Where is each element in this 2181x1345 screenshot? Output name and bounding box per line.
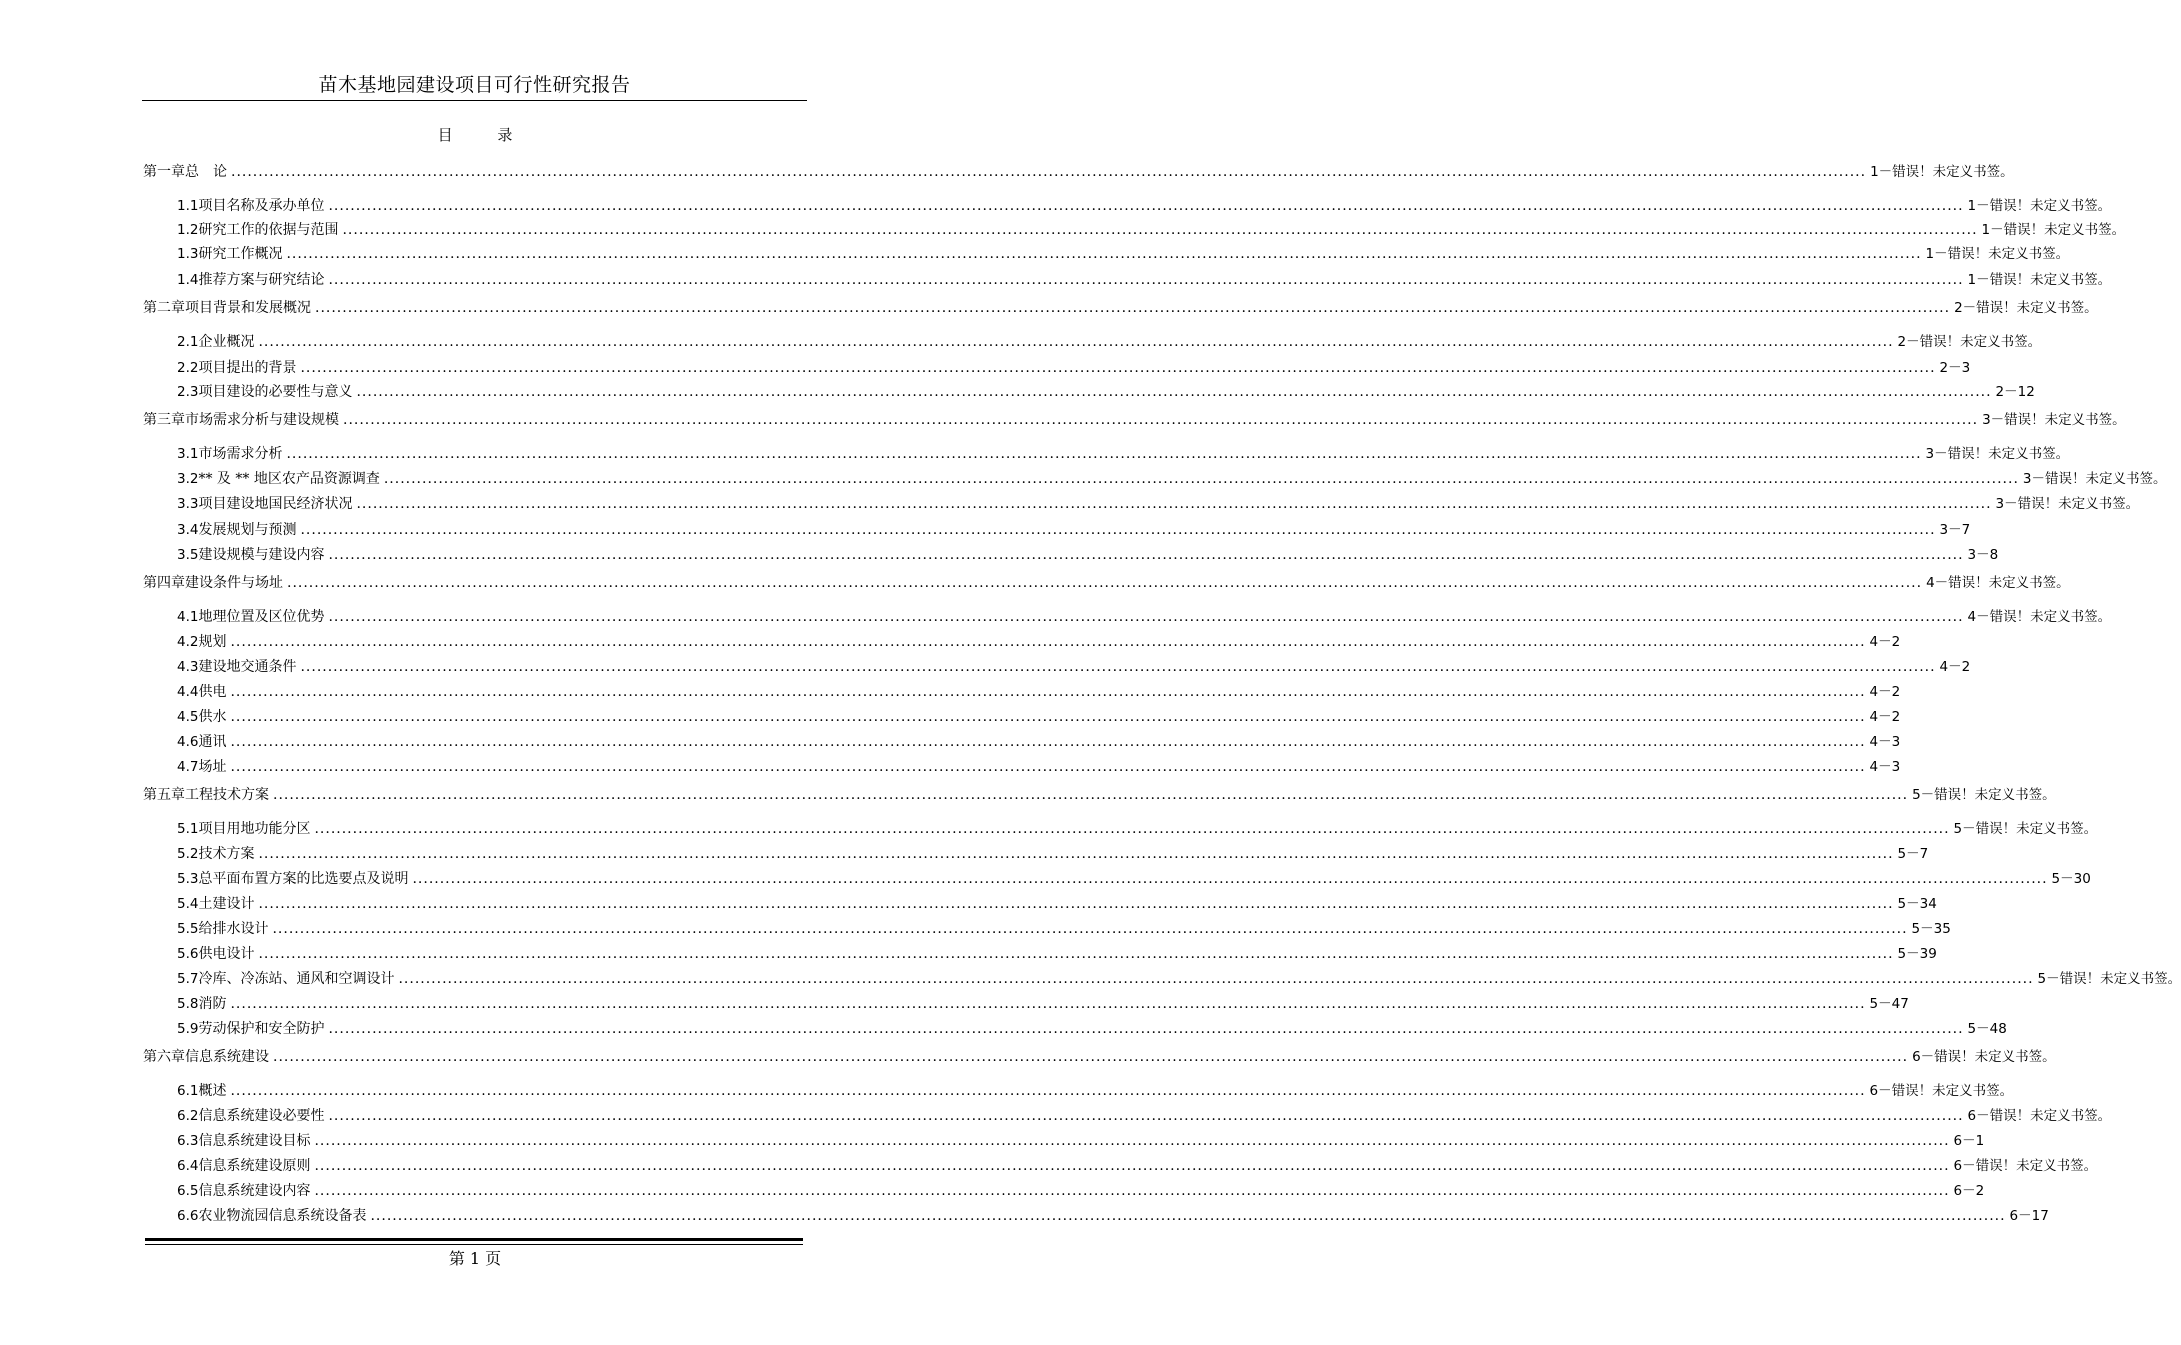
toc-section-entry[interactable] [177,469,2167,489]
toc-entry-number: 5.5 [177,921,199,937]
toc-entry-number: 4.2 [177,634,199,650]
toc-entry-number: 1.1 [177,198,199,214]
toc-dot-leader: ............................................................................................................................................................................................................................................................................................................ [342,222,1978,238]
toc-entry-page: 2－错误！未定义书签。 [1897,334,2042,350]
toc-dot-leader: ............................................................................................................................................................................................................................................................................................................ [230,1083,1866,1099]
toc-section-entry[interactable] [177,657,1971,677]
toc-entry-label: 总平面布置方案的比选要点及说明 [198,871,409,887]
toc-dot-leader: ............................................................................................................................................................................................................................................................................................................ [328,609,1964,625]
toc-entry-page: 5－错误！未定义书签。 [1912,787,2056,803]
toc-dot-leader: ............................................................................................................................................................................................................................................................................................................ [300,522,1936,538]
toc-section-entry[interactable] [177,969,2181,989]
toc-entry-label: 建设地交通条件 [198,659,297,675]
toc-section-entry[interactable] [177,545,1999,565]
toc-entry-page: 1－错误！未定义书签。 [1925,246,2070,262]
toc-section-entry[interactable] [177,894,1937,914]
toc-section-entry[interactable] [177,844,1929,864]
toc-entry-label: 信息系统建设目标 [198,1133,311,1149]
page-header-title: 苗木基地园建设项目可行性研究报告 [318,74,631,96]
toc-entry-label: 市场需求分析 [198,446,283,462]
toc-entry-page: 5－34 [1897,896,1937,912]
toc-entry-label: 发展规划与预测 [198,522,297,538]
toc-entry-label: 研究工作的依据与范围 [198,222,339,238]
toc-entry-page: 5－47 [1869,996,1909,1012]
toc-section-entry[interactable] [177,1081,2014,1101]
toc-dot-leader: ............................................................................................................................................................................................................................................................................................................ [398,971,2034,987]
toc-entry-page: 2－12 [1995,384,2035,400]
toc-entry-page: 3－7 [1939,522,1971,538]
toc-dot-leader: ............................................................................................................................................................................................................................................................................................................ [343,412,1979,428]
toc-dot-leader: ............................................................................................................................................................................................................................................................................................................ [287,575,1923,591]
toc-entry-number: 2.1 [177,334,199,350]
toc-entry-number: 第三章 [143,412,185,428]
toc-entry-page: 5－错误！未定义书签。 [2037,971,2181,987]
toc-entry-page: 1－错误！未定义书签。 [1981,222,2126,238]
toc-entry-page: 6－17 [2009,1208,2049,1224]
toc-entry-number: 第一章 [143,164,185,180]
toc-entry-label: 项目建设地国民经济状况 [198,496,353,512]
toc-dot-leader: ............................................................................................................................................................................................................................................................................................................ [328,272,1964,288]
toc-entry-label: 通讯 [198,734,227,750]
toc-entry-number: 4.7 [177,759,199,775]
toc-dot-leader: ............................................................................................................................................................................................................................................................................................................ [328,1108,1964,1124]
toc-entry-number: 6.4 [177,1158,199,1174]
toc-entry-page: 6－错误！未定义书签。 [1953,1158,2098,1174]
toc-dot-leader: ............................................................................................................................................................................................................................................................................................................ [272,921,1908,937]
toc-entry-number: 第五章 [143,787,185,803]
toc-entry-page: 4－2 [1869,634,1901,650]
toc-section-entry[interactable] [177,444,2070,464]
toc-entry-page: 4－3 [1869,734,1901,750]
toc-entry-label: 消防 [198,996,227,1012]
toc-entry-page: 1－错误！未定义书签。 [1870,164,2014,180]
toc-section-entry[interactable] [177,632,1901,652]
toc-entry-page: 1－错误！未定义书签。 [1967,198,2112,214]
toc-entry-label: 信息系统建设 [185,1049,269,1065]
toc-entry-number: 6.1 [177,1083,199,1099]
footer-divider-thick [145,1238,803,1241]
toc-entry-label: 供电 [198,684,227,700]
toc-chapter-entry[interactable] [143,1047,2056,1067]
toc-dot-leader: ............................................................................................................................................................................................................................................................................................................ [273,1049,1909,1065]
toc-entry-page: 1－错误！未定义书签。 [1967,272,2112,288]
toc-entry-page: 6－错误！未定义书签。 [1912,1049,2056,1065]
toc-section-entry[interactable] [177,220,2126,240]
toc-entry-label: 企业概况 [198,334,255,350]
toc-entry-number: 4.1 [177,609,199,625]
toc-entry-label: 总 论 [185,164,227,180]
toc-dot-leader: ............................................................................................................................................................................................................................................................................................................ [258,896,1894,912]
toc-entry-label: 项目建设的必要性与意义 [198,384,353,400]
toc-section-entry[interactable] [177,819,2098,839]
toc-section-entry[interactable] [177,332,2042,352]
toc-dot-leader: ............................................................................................................................................................................................................................................................................................................ [412,871,2048,887]
toc-dot-leader: ............................................................................................................................................................................................................................................................................................................ [370,1208,2006,1224]
toc-dot-leader: ............................................................................................................................................................................................................................................................................................................ [383,471,2019,487]
toc-entry-number: 5.1 [177,821,199,837]
toc-dot-leader: ............................................................................................................................................................................................................................................................................................................ [230,996,1866,1012]
toc-entry-number: 4.4 [177,684,199,700]
toc-entry-label: 规划 [198,634,227,650]
toc-dot-leader: ............................................................................................................................................................................................................................................................................................................ [230,759,1866,775]
toc-entry-page: 4－3 [1869,759,1901,775]
toc-entry-number: 4.3 [177,659,199,675]
toc-entry-page: 5－48 [1967,1021,2007,1037]
page-number: 第 1 页 [448,1249,502,1268]
toc-dot-leader: ............................................................................................................................................................................................................................................................................................................ [273,787,1909,803]
toc-entry-page: 5－30 [2051,871,2091,887]
toc-entry-page: 4－错误！未定义书签。 [1926,575,2070,591]
toc-entry-page: 4－错误！未定义书签。 [1967,609,2112,625]
toc-section-entry[interactable] [177,757,1901,777]
toc-dot-leader: ............................................................................................................................................................................................................................................................................................................ [314,821,1950,837]
toc-entry-number: 1.4 [177,272,199,288]
toc-entry-label: 项目用地功能分区 [198,821,311,837]
toc-dot-leader: ............................................................................................................................................................................................................................................................................................................ [300,360,1936,376]
toc-entry-number: 3.3 [177,496,199,512]
toc-entry-label: 信息系统建设必要性 [198,1108,325,1124]
toc-section-entry[interactable] [177,919,1951,939]
toc-chapter-entry[interactable] [143,573,2070,593]
toc-entry-label: 冷库、冷冻站、通风和空调设计 [198,971,395,987]
toc-section-entry[interactable] [177,732,1901,752]
toc-entry-label: 建设规模与建设内容 [198,547,325,563]
toc-entry-number: 6.2 [177,1108,199,1124]
toc-dot-leader: ............................................................................................................................................................................................................................................................................................................ [230,684,1866,700]
toc-entry-number: 5.9 [177,1021,199,1037]
toc-dot-leader: ............................................................................................................................................................................................................................................................................................................ [300,659,1936,675]
toc-entry-number: 第二章 [143,300,185,316]
toc-entry-label: 概述 [198,1083,227,1099]
toc-entry-number: 6.6 [177,1208,199,1224]
toc-section-entry[interactable] [177,682,1901,702]
toc-dot-leader: ............................................................................................................................................................................................................................................................................................................ [230,709,1866,725]
toc-entry-number: 5.7 [177,971,199,987]
toc-entry-page: 6－1 [1953,1133,1985,1149]
toc-entry-label: 技术方案 [198,846,255,862]
toc-entry-number: 5.2 [177,846,199,862]
toc-entry-label: 信息系统建设原则 [198,1158,311,1174]
toc-section-entry[interactable] [177,1131,1985,1151]
toc-entry-page: 5－7 [1897,846,1929,862]
toc-chapter-entry[interactable] [143,298,2098,318]
toc-entry-page: 6－错误！未定义书签。 [1869,1083,2014,1099]
toc-section-entry[interactable] [177,1156,2098,1176]
toc-entry-number: 3.2 [177,471,199,487]
toc-dot-leader: ............................................................................................................................................................................................................................................................................................................ [230,734,1866,750]
toc-entry-label: 给排水设计 [198,921,269,937]
toc-entry-page: 3－错误！未定义书签。 [1925,446,2070,462]
footer-divider-thin [145,1244,803,1245]
toc-dot-leader: ............................................................................................................................................................................................................................................................................................................ [230,634,1866,650]
toc-dot-leader: ............................................................................................................................................................................................................................................................................................................ [328,547,1964,563]
toc-entry-number: 4.6 [177,734,199,750]
toc-entry-number: 2.2 [177,360,199,376]
toc-section-entry[interactable] [177,520,1971,540]
toc-entry-label: 研究工作概况 [198,246,283,262]
toc-entry-number: 3.1 [177,446,199,462]
toc-section-entry[interactable] [177,944,1937,964]
toc-entry-number: 6.5 [177,1183,199,1199]
toc-section-entry[interactable] [177,869,2091,889]
toc-entry-number: 3.5 [177,547,199,563]
toc-dot-leader: ............................................................................................................................................................................................................................................................................................................ [314,1158,1950,1174]
toc-section-entry[interactable] [177,1019,2007,1039]
toc-entry-label: 供电设计 [198,946,255,962]
toc-section-entry[interactable] [177,1181,1985,1201]
toc-entry-page: 5－错误！未定义书签。 [1953,821,2098,837]
toc-dot-leader: ............................................................................................................................................................................................................................................................................................................ [258,846,1894,862]
toc-entry-label: 建设条件与场址 [185,575,283,591]
toc-dot-leader: ............................................................................................................................................................................................................................................................................................................ [286,246,1922,262]
toc-dot-leader: ............................................................................................................................................................................................................................................................................................................ [314,1133,1950,1149]
toc-dot-leader: ............................................................................................................................................................................................................................................................................................................ [258,946,1894,962]
toc-entry-label: 市场需求分析与建设规模 [185,412,339,428]
toc-section-entry[interactable] [177,196,2112,216]
toc-dot-leader: ............................................................................................................................................................................................................................................................................................................ [258,334,1894,350]
toc-entry-page: 5－35 [1911,921,1951,937]
toc-chapter-entry[interactable] [143,162,2014,182]
toc-entry-number: 1.2 [177,222,199,238]
toc-entry-number: 4.5 [177,709,199,725]
toc-entry-page: 3－错误！未定义书签。 [2022,471,2167,487]
toc-entry-page: 4－2 [1869,709,1901,725]
toc-entry-number: 5.6 [177,946,199,962]
toc-section-entry[interactable] [177,607,2112,627]
toc-entry-page: 4－2 [1869,684,1901,700]
toc-entry-number: 3.4 [177,522,199,538]
toc-entry-label: 农业物流园信息系统设备表 [198,1208,367,1224]
toc-entry-label: 信息系统建设内容 [198,1183,311,1199]
toc-section-entry[interactable] [177,494,2140,514]
toc-entry-label: 项目背景和发展概况 [185,300,311,316]
toc-entry-number: 6.3 [177,1133,199,1149]
toc-section-entry[interactable] [177,358,1971,378]
toc-entry-label: 劳动保护和安全防护 [198,1021,325,1037]
toc-entry-label: 地理位置及区位优势 [198,609,325,625]
toc-entry-page: 6－2 [1953,1183,1985,1199]
toc-section-entry[interactable] [177,382,2035,402]
toc-entry-page: 3－8 [1967,547,1999,563]
toc-dot-leader: ............................................................................................................................................................................................................................................................................................................ [315,300,1951,316]
toc-dot-leader: ............................................................................................................................................................................................................................................................................................................ [328,198,1964,214]
toc-entry-label: 项目名称及承办单位 [198,198,325,214]
toc-entry-label: 推荐方案与研究结论 [198,272,325,288]
toc-entry-number: 5.4 [177,896,199,912]
toc-entry-label: 场址 [198,759,227,775]
toc-dot-leader: ............................................................................................................................................................................................................................................................................................................ [231,164,1867,180]
toc-entry-label: ** 及 ** 地区农产品资源调查 [198,471,380,487]
toc-entry-page: 4－2 [1939,659,1971,675]
toc-entry-page: 2－错误！未定义书签。 [1954,300,2098,316]
toc-entry-number: 2.3 [177,384,199,400]
toc-entry-label: 工程技术方案 [185,787,269,803]
toc-entry-number: 第六章 [143,1049,185,1065]
toc-entry-number: 5.3 [177,871,199,887]
toc-entry-page: 3－错误！未定义书签。 [1982,412,2126,428]
toc-dot-leader: ............................................................................................................................................................................................................................................................................................................ [356,496,1992,512]
toc-entry-label: 项目提出的背景 [198,360,297,376]
toc-dot-leader: ............................................................................................................................................................................................................................................................................................................ [286,446,1922,462]
toc-entry-label: 供水 [198,709,227,725]
toc-section-entry[interactable] [177,270,2112,290]
toc-chapter-entry[interactable] [143,785,2056,805]
toc-dot-leader: ............................................................................................................................................................................................................................................................................................................ [356,384,1992,400]
toc-section-entry[interactable] [177,1206,2049,1226]
toc-entry-number: 1.3 [177,246,199,262]
toc-entry-number: 第四章 [143,575,185,591]
toc-dot-leader: ............................................................................................................................................................................................................................................................................................................ [328,1021,1964,1037]
toc-title: 目 录 [437,126,513,144]
toc-entry-label: 土建设计 [198,896,255,912]
toc-chapter-entry[interactable] [143,410,2126,430]
toc-entry-page: 2－3 [1939,360,1971,376]
toc-entry-page: 3－错误！未定义书签。 [1995,496,2140,512]
toc-entry-page: 6－错误！未定义书签。 [1967,1108,2112,1124]
toc-section-entry[interactable] [177,1106,2112,1126]
toc-entry-number: 5.8 [177,996,199,1012]
toc-section-entry[interactable] [177,707,1901,727]
toc-dot-leader: ............................................................................................................................................................................................................................................................................................................ [314,1183,1950,1199]
header-divider [142,100,807,101]
toc-section-entry[interactable] [177,244,2070,264]
toc-entry-page: 5－39 [1897,946,1937,962]
toc-section-entry[interactable] [177,994,1909,1014]
